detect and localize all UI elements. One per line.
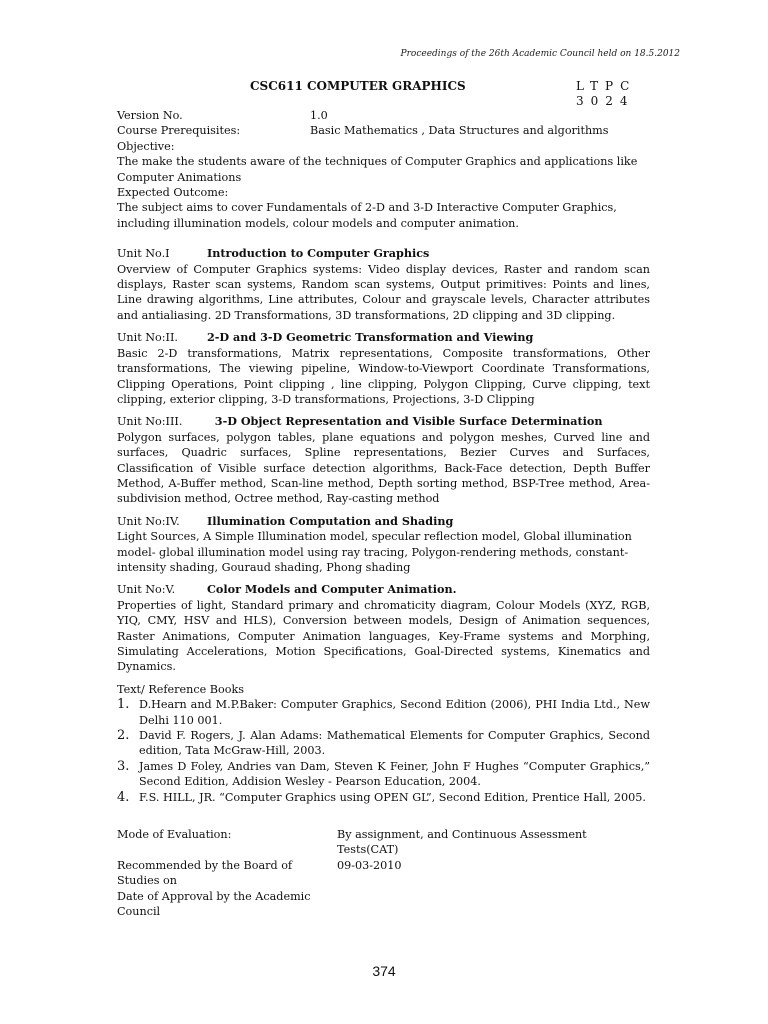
reference-text: F.S. HILL, JR. “Computer Graphics using OPEN GL”, Second Edition, Prentice Hall, 2005. — [139, 790, 646, 804]
recommended-label: Recommended by the Board of Studies on — [117, 858, 293, 888]
unit-content: Overview of Computer Graphics systems: Video display devices, Raster and random scan displays, Raster scan systems, Random scan systems, Output primitives: Points and lines, Line drawing algorithms, Line attributes, Colour and grayscale levels, Character attributes and antialiasing. 2D Transformations, 3D transformations, 2D clipping and 3D clipping. — [117, 262, 650, 322]
evaluation-label: Mode of Evaluation: — [117, 828, 232, 842]
unit-heading — [117, 582, 650, 597]
version-value: 1.0 — [310, 109, 328, 122]
reference-text: James D Foley, Andries van Dam, Steven K Feiner, John F Hughes “Computer Graphics,” Second Edition, Addision Wesley - Pearson Education, 2004. — [139, 759, 650, 789]
unit-heading — [117, 246, 650, 261]
objective-text: The make the students aware of the techniques of Computer Graphics and applications like Computer Animations — [117, 155, 638, 184]
version-row — [117, 108, 650, 123]
unit-number: Unit No.I — [117, 247, 170, 261]
unit-content: Properties of light, Standard primary and chromaticity diagram, Colour Models (XYZ, RGB, YIQ, CMY, HSV and HLS), Conversion between models, Design of Animation sequences, Raster Animations, Computer Animation languages, Key-Frame systems and Morphing, Simulating Accelerations, Motion Specifications, Goal-Directed systems, Kinematics and Dynamics. — [117, 598, 650, 674]
outcome-text: The subject aims to cover Fundamentals of 2-D and 3-D Interactive Computer Graphics, including illumination models, colour models and computer animation. — [117, 201, 617, 230]
unit-section — [117, 246, 650, 323]
unit-content: Polygon surfaces, polygon tables, plane equations and polygon meshes, Curved line and surfaces, Quadric surfaces, Spline representations, Bezier Curves and Surfaces, Classification of Visible surface detection algorithms, Back-Face detection, Depth Buffer Method, A-Buffer method, Scan-line method, Depth sorting method, BSP-Tree method, Area-subdivision method, Octree method, Ray-casting method — [117, 430, 650, 506]
unit-number: Unit No:III. — [117, 415, 183, 429]
reference-item — [117, 728, 650, 759]
outcome-label: Expected Outcome: — [117, 186, 229, 200]
reference-list — [117, 697, 650, 805]
evaluation-value: By assignment, and Continuous Assessment Tests(CAT) — [337, 828, 587, 857]
reference-item — [117, 790, 650, 805]
version-label: Version No. — [117, 109, 183, 122]
prerequisites-value: Basic Mathematics , Data Structures and algorithms — [310, 124, 609, 138]
unit-title: Introduction to Computer Graphics — [207, 246, 430, 261]
prerequisites-label: Course Prerequisites: — [117, 124, 241, 138]
unit-title: 2-D and 3-D Geometric Transformation and Viewing — [207, 330, 534, 345]
unit-number: Unit No:V. — [117, 583, 176, 597]
course-title: CSC611 COMPUTER GRAPHICS — [250, 79, 466, 93]
reference-number: 2. — [117, 728, 130, 744]
recommended-value: 09-03-2010 — [337, 858, 402, 872]
approval-value — [337, 889, 650, 920]
unit-content: Basic 2-D transformations, Matrix representations, Composite transformations, Other transformations, The viewing pipeline, Window-to-Viewport Coordinate Transformations, Clipping Operations, Point clipping , line clipping, Polygon Clipping, Curve clipping, text clipping, exterior clipping, 3-D transformations, Projections, 3-D Clipping — [117, 346, 650, 406]
references-heading: Text/ Reference Books — [117, 682, 244, 696]
course-body — [117, 108, 650, 920]
approval-footer — [117, 827, 650, 919]
ltpc-labels: LTPC — [576, 79, 637, 93]
reference-item — [117, 759, 650, 790]
reference-number: 4. — [117, 789, 130, 805]
unit-title: 3-D Object Representation and Visible Surface Determination — [207, 414, 603, 429]
reference-text: David F. Rogers, J. Alan Adams: Mathematical Elements for Computer Graphics, Second edition, Tata McGraw-Hill, 2003. — [139, 729, 650, 758]
unit-heading — [117, 514, 650, 529]
objective-label: Objective: — [117, 139, 175, 153]
unit-number: Unit No:IV. — [117, 514, 180, 528]
proceedings-note: Proceedings of the 26th Academic Council held on 18.5.2012 — [400, 49, 680, 59]
reference-item — [117, 697, 650, 728]
reference-number: 1. — [117, 697, 130, 713]
unit-number: Unit No:II. — [117, 331, 178, 345]
unit-title: Color Models and Computer Animation. — [207, 582, 457, 597]
unit-section — [117, 414, 650, 506]
unit-section — [117, 514, 650, 576]
approval-label: Date of Approval by the Academic Council — [117, 889, 311, 919]
unit-section — [117, 330, 650, 407]
unit-heading — [117, 414, 650, 429]
ltpc-block — [576, 79, 636, 109]
page-number: 374 — [372, 963, 396, 979]
unit-heading — [117, 330, 650, 345]
prerequisites-row — [117, 123, 650, 138]
reference-number: 3. — [117, 758, 130, 774]
unit-title: Illumination Computation and Shading — [207, 513, 454, 528]
reference-text: D.Hearn and M.P.Baker: Computer Graphics, Second Edition (2006), PHI India Ltd., New Delhi 110 001. — [139, 698, 650, 727]
ltpc-values: 3024 — [576, 94, 635, 108]
unit-section — [117, 582, 650, 674]
unit-content: Light Sources, A Simple Illumination model, specular reflection model, Global illumination model- global illumination model using ray tracing, Polygon-rendering methods, constant-intensity shading, Gouraud shading, Phong shading — [117, 530, 632, 574]
